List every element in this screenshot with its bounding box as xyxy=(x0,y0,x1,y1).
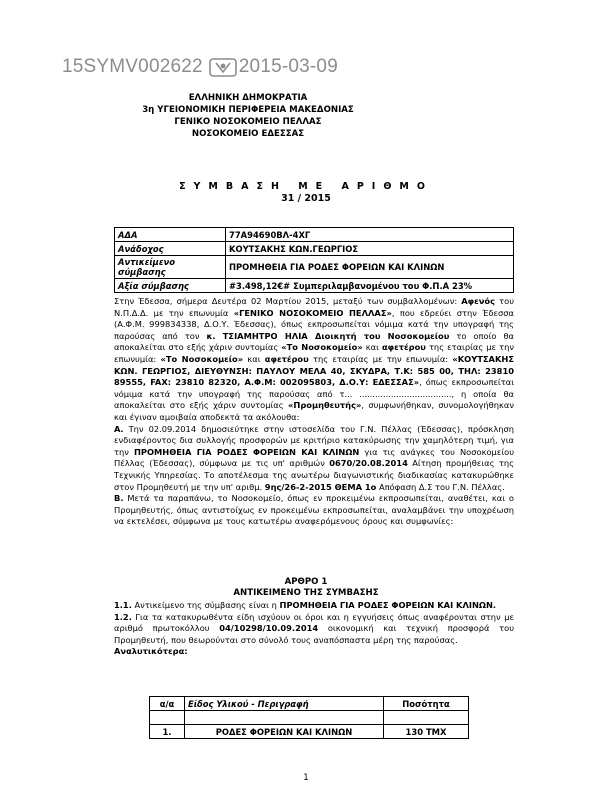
watermark-code: 15SYMV002622 xyxy=(62,56,203,77)
clause-a-text: Την 02.09.2014 δημοσιεύτηκε στην ιστοσελίδα του Γ.Ν. Πέλλας (Έδεσσας), πρόσκληση ενδιαφέροντος δια συλλογής προσφορών με κριτήριο κατακύρωσης την χαμηλότερη τιμή, για την xyxy=(114,423,514,457)
preamble-text: , όπως εκπροσωπείται νόμιμα κατά την υπογραφή της παρούσας από τ... ..................................., η οποία θα αποκαλείται στο εξής χάριν συντομίας xyxy=(114,377,515,411)
header-country: ΕΛΛΗΝΙΚΗ ΔΗΜΟΚΡΑΤΙΑ xyxy=(188,93,308,103)
contract-number: 31 / 2015 xyxy=(281,193,331,204)
table-cell xyxy=(150,711,185,725)
procurement-subject: ΠΡΟΜΗΘΕΙΑ ΓΙΑ ΡΟΔΕΣ ΦΟΡΕΙΩΝ ΚΑΙ ΚΛΙΝΩΝ xyxy=(133,446,360,457)
col-header-description: Είδος Υλικού - Περιγραφή xyxy=(185,697,384,711)
col-header-quantity: Ποσότητα xyxy=(384,697,469,711)
hospital-name: «ΓΕΝΙΚΟ ΝΟΣΟΚΟΜΕΙΟ ΠΕΛΛΑΣ» xyxy=(233,307,392,318)
watermark-date: 2015-03-09 xyxy=(238,56,338,77)
clause-text: οικονομική και τεχνική προσφορά του Προμηθευτή, που θεωρούνται στο σύνολό τους αναπόσπαστα μέρη της παρούσας. xyxy=(114,623,514,645)
clause-b-text: Μετά τα παραπάνω, το Νοσοκομείο, όπως εν προκειμένω εκπροσωπείται, αναθέτει, και ο Προμηθευτής, όπως αντιστοίχως εν προκειμένω εκπροσωπείται, αναλαμβάνει την υποχρέωση να εκτελέσει, σύμφωνα με τους κατωτέρω αναφερόμενους όρους και συμφωνίες: xyxy=(114,493,514,527)
table-row xyxy=(115,279,514,293)
seal-icon xyxy=(208,57,238,78)
page-number: 1 xyxy=(303,773,309,783)
info-value: #3.498,12€# Συμπεριλαμβανομένου του Φ.Π.Α 23% xyxy=(226,279,514,293)
article-body xyxy=(114,600,514,658)
header-unit: ΝΟΣΟΚΟΜΕΙΟ ΕΔΕΣΣΑΣ xyxy=(191,129,305,139)
party-b-label: αφετέρου xyxy=(381,342,426,353)
preamble-text: της εταιρίας με την επωνυμία: xyxy=(308,353,449,364)
clause-b-label: Β. xyxy=(114,493,124,504)
article-subheading: ΑΝΤΙΚΕΙΜΕΝΟ ΤΗΣ ΣΥΜΒΑΣΗΣ xyxy=(233,588,379,598)
preamble-text: , που εδρεύει στην Έδεσσα (Α.Φ.Μ. 999834338, Δ.Ο.Υ. Έδεσσας), όπως εκπροσωπείται νόμιμα κατά την υπογραφή της παρούσας από τον xyxy=(114,307,514,341)
info-key: Ανάδοχος xyxy=(115,242,226,256)
table-row xyxy=(150,725,469,739)
clause-a-text: Απόφαση Δ.Σ του Γ.Ν. Πέλλας. xyxy=(376,481,505,492)
preamble-text: και xyxy=(243,353,265,364)
clause-1-1-subject: ΠΡΟΜΗΘΕΙΑ ΓΙΑ ΡΟΔΕΣ ΦΟΡΕΙΩΝ ΚΑΙ ΚΛΙΝΩΝ. xyxy=(279,600,497,610)
preamble-intro: Στην Έδεσσα, σήμερα Δευτέρα 02 Μαρτίου 2015, μεταξύ των συμβαλλομένων: xyxy=(114,296,458,306)
info-key: ΑΔΑ xyxy=(115,228,226,242)
document-watermark xyxy=(62,56,338,78)
clause-1-1-label: 1.1. xyxy=(114,600,132,610)
table-cell xyxy=(384,711,469,725)
clause-a-label: Α. xyxy=(114,423,124,434)
table-header-row xyxy=(150,697,469,711)
party-a-label: Αφενός xyxy=(461,296,496,306)
table-spacer-row xyxy=(150,711,469,725)
item-description: ΡΟΔΕΣ ΦΟΡΕΙΩΝ ΚΑΙ ΚΛΙΝΩΝ xyxy=(185,725,384,739)
item-no: 1. xyxy=(150,725,185,739)
request-number: 0670/20.08.2014 xyxy=(329,458,408,469)
table-row xyxy=(115,242,514,256)
details-label: Αναλυτικότερα: xyxy=(114,646,188,657)
info-value: 77Α94690ΒΛ-4ΧΓ xyxy=(226,228,514,242)
preamble-text: το οποίο θα αποκαλείται στο εξής χάριν συντομίας xyxy=(114,330,514,353)
preamble-text: , συμφωνήθηκαν, συνομολογήθηκαν και έγιναν αμοιβαία αποδεκτά τα ακόλουθα: xyxy=(114,400,514,422)
table-cell xyxy=(185,711,384,725)
header-region: 3η ΥΓΕΙΟΝΟΜΙΚΗ ΠΕΡΙΦΕΡΕΙΑ ΜΑΚΕΔΟΝΙΑΣ xyxy=(142,105,354,115)
contract-info-table xyxy=(114,227,514,293)
supplier-details: «ΚΟΥΤΣΑΚΗΣ ΚΩΝ. ΓΕΩΡΓΙΟΣ, ΔΙΕΥΘΥΝΣΗ: ΠΑΥΛΟΥ ΜΕΛΑ 40, ΣΚΥΔΡΑ, Τ.Κ: 585 00, ΤΗΛ: 23810 89555, FAX: 23810 82320, Α.Φ.Μ: 002095803, Δ.Ο.Υ: ΕΔΕΣΣΑΣ» xyxy=(114,353,514,388)
clause-1-2-label: 1.2. xyxy=(114,611,132,622)
item-quantity: 130 ΤΜΧ xyxy=(384,725,469,739)
info-key: Αξία σύμβασης xyxy=(115,279,226,293)
clause-a-text: Αίτηση προμήθειας της Τεχνικής Υπηρεσίας. Το αποτέλεσμα της ανωτέρω διαγωνιστικής διαδικασίας κατακυρώθηκε στον Προμηθευτή με την υπ' αριθμ. xyxy=(114,458,515,492)
short-name-2: «Το Νοσοκομείο» xyxy=(160,353,244,364)
party-b-label-2: αφετέρου xyxy=(264,353,309,364)
header-hospital: ΓΕΝΙΚΟ ΝΟΣΟΚΟΜΕΙΟ ΠΕΛΛΑΣ xyxy=(174,117,322,127)
preamble-text: του Ν.Π.Δ.Δ. με την επωνυμία xyxy=(114,296,514,318)
table-row xyxy=(115,256,514,279)
preamble-text: της εταιρίας με την επωνυμία: xyxy=(114,342,514,364)
contract-preamble xyxy=(114,296,514,528)
decision-number: 9ης/26-2-2015 ΘΕΜΑ 1ο xyxy=(264,481,377,492)
article-heading: ΑΡΘΡΟ 1 xyxy=(284,577,328,587)
short-name: «Το Νοσοκομείο» xyxy=(281,342,363,353)
info-key: Αντικείμενο σύμβασης xyxy=(115,256,226,279)
clause-a-text: για τις ανάγκες του Νοσοκομείου Πέλλας (Έδεσσας), σύμφωνα με τις υπ' αριθμών xyxy=(114,446,514,469)
clause-text: Για τα κατακυρωθέντα είδη ισχύουν οι όροι και η εγγυήσεις όπως αναφέρονται στην με αριθμό πρωτοκόλλου xyxy=(114,611,514,634)
representative: κ. ΤΣΙΑΜΗΤΡΟ ΗΛΙΑ Διοικητή του Νοσοκομείου xyxy=(206,330,450,341)
items-table xyxy=(149,696,469,739)
info-value: ΠΡΟΜΗΘΕΙΑ ΓΙΑ ΡΟΔΕΣ ΦΟΡΕΙΩΝ ΚΑΙ ΚΛΙΝΩΝ xyxy=(226,256,514,279)
contract-title: ΣΥΜΒΑΣΗ ΜΕ ΑΡΙΘΜΟ xyxy=(179,181,433,192)
clause-text: Αντικείμενο της σύμβασης είναι η xyxy=(131,600,280,610)
table-row xyxy=(115,228,514,242)
protocol-number: 04/10298/10.09.2014 xyxy=(219,623,319,634)
preamble-text: και xyxy=(362,342,382,353)
info-value: ΚΟΥΤΣΑΚΗΣ ΚΩΝ.ΓΕΩΡΓΙΟΣ xyxy=(226,242,514,256)
supplier-short-name: «Προμηθευτής» xyxy=(288,400,362,411)
col-header-no: α/α xyxy=(150,697,185,711)
